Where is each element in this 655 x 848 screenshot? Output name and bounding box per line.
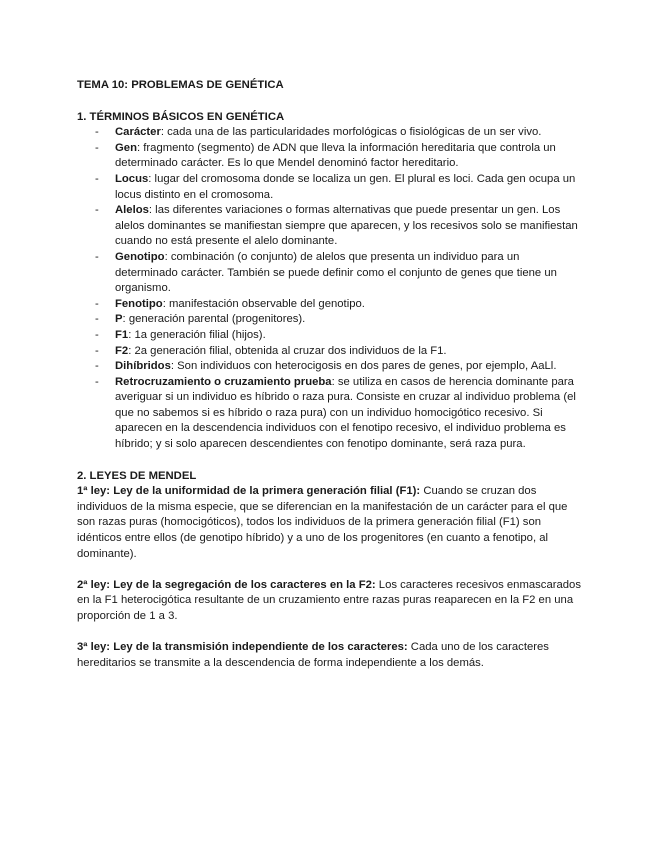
law-text: Los caracteres recesivos enmascarados en la F1 heterocigótica resultante de un cruzamiento entre razas puras reaparecen en la F2 en una proporción de 1 a 3. [77, 578, 581, 622]
term-name: Retrocruzamiento o cruzamiento prueba [115, 375, 332, 388]
term-name: Genotipo [115, 250, 165, 263]
list-bullet: - [95, 360, 99, 373]
term-definition: : 2a generación filial, obtenida al cruzar dos individuos de la F1. [128, 344, 447, 357]
list-bullet: - [95, 344, 99, 357]
term-item [95, 312, 582, 328]
term-definition: : manifestación observable del genotipo. [162, 297, 365, 310]
term-name: F2 [115, 344, 129, 357]
list-bullet: - [95, 250, 99, 263]
list-bullet: - [95, 375, 99, 388]
term-name: P [115, 313, 123, 326]
list-bullet: - [95, 126, 99, 139]
term-name: Gen [115, 141, 137, 154]
term-item [95, 250, 582, 297]
law-paragraph-second [77, 578, 582, 625]
list-bullet: - [95, 297, 99, 310]
term-item [95, 141, 582, 172]
term-name: Alelos [115, 204, 149, 217]
term-name: Fenotipo [115, 297, 163, 310]
list-bullet: - [95, 141, 99, 154]
term-definition: : combinación (o conjunto) de alelos que presenta un individuo para un determinado carácter. También se puede definir como el conjunto de genes que tiene un organismo. [115, 250, 557, 295]
section-heading-basic-terms: 1. TÉRMINOS BÁSICOS EN GENÉTICA [77, 110, 285, 123]
term-item [95, 172, 582, 203]
law-paragraph-third [77, 640, 582, 671]
law-text: Cada uno de los caracteres hereditarios se transmite a la descendencia de forma independiente a los demás. [77, 641, 549, 669]
term-definition: : lugar del cromosoma donde se localiza un gen. El plural es loci. Cada gen ocupa un locus distinto en el cromosoma. [115, 172, 576, 201]
law-title: 3ª ley: Ley de la transmisión independiente de los caracteres: [77, 641, 408, 654]
term-definition: : 1a generación filial (hijos). [128, 328, 266, 341]
term-definition: : Son individuos con heterocigosis en dos pares de genes, por ejemplo, AaLl. [170, 360, 557, 373]
term-item [95, 328, 582, 344]
term-definition: : generación parental (progenitores). [122, 313, 306, 326]
law-text: Cuando se cruzan dos individuos de la misma especie, que se diferencian en la manifestación de un carácter para el que son razas puras (homocigóticos), todos los individuos de la primera generación filial (F1) son idénticos entre ellos (de genotipo híbrido) y a uno de los progenitores (en cuanto a fenotipo, al dominante). [77, 485, 568, 560]
list-bullet: - [95, 172, 99, 185]
term-definition: : fragmento (segmento) de ADN que lleva la información hereditaria que controla un determinado carácter. Es lo que Mendel denominó factor hereditario. [115, 141, 556, 170]
section-heading-mendel-laws: 2. LEYES DE MENDEL [77, 469, 197, 482]
document-title: TEMA 10: PROBLEMAS DE GENÉTICA [77, 79, 284, 91]
term-definition: : las diferentes variaciones o formas alternativas que puede presentar un gen. Los alelos dominantes se manifiestan siempre que aparecen, y los recesivos solo se manifiestan cuando no está presente el alelo dominante. [115, 204, 578, 248]
document-page [77, 78, 582, 671]
law-paragraph-first [77, 484, 582, 562]
basic-terms-list [77, 125, 582, 452]
term-name: Carácter [115, 126, 161, 139]
term-item [95, 125, 582, 141]
term-item [95, 359, 582, 375]
term-definition: : se utiliza en casos de herencia dominante para averiguar si un individuo es híbrido o raza pura. Consiste en cruzar al individuo problema (el que no sabemos si es híbrido o raza pura) con un individuo homocigótico recesivo. Si aparecen en la descendencia individuos con el fenotipo recesivo, el individuo problema es híbrido; y si solo aparecen descendientes con fenotipo dominante, será raza pura. [115, 375, 576, 451]
term-name: Dihíbridos [115, 360, 171, 373]
term-item [95, 203, 582, 250]
list-bullet: - [95, 204, 99, 217]
law-title: 1ª ley: Ley de la uniformidad de la primera generación filial (F1): [77, 485, 421, 498]
term-definition: : cada una de las particularidades morfológicas o fisiológicas de un ser vivo. [160, 126, 542, 139]
term-name: F1 [115, 328, 129, 341]
term-item [95, 297, 582, 313]
law-title: 2ª ley: Ley de la segregación de los caracteres en la F2: [77, 578, 376, 591]
term-item [95, 375, 582, 453]
list-bullet: - [95, 313, 99, 326]
term-name: Locus [115, 172, 149, 185]
term-item [95, 344, 582, 360]
list-bullet: - [95, 328, 99, 341]
